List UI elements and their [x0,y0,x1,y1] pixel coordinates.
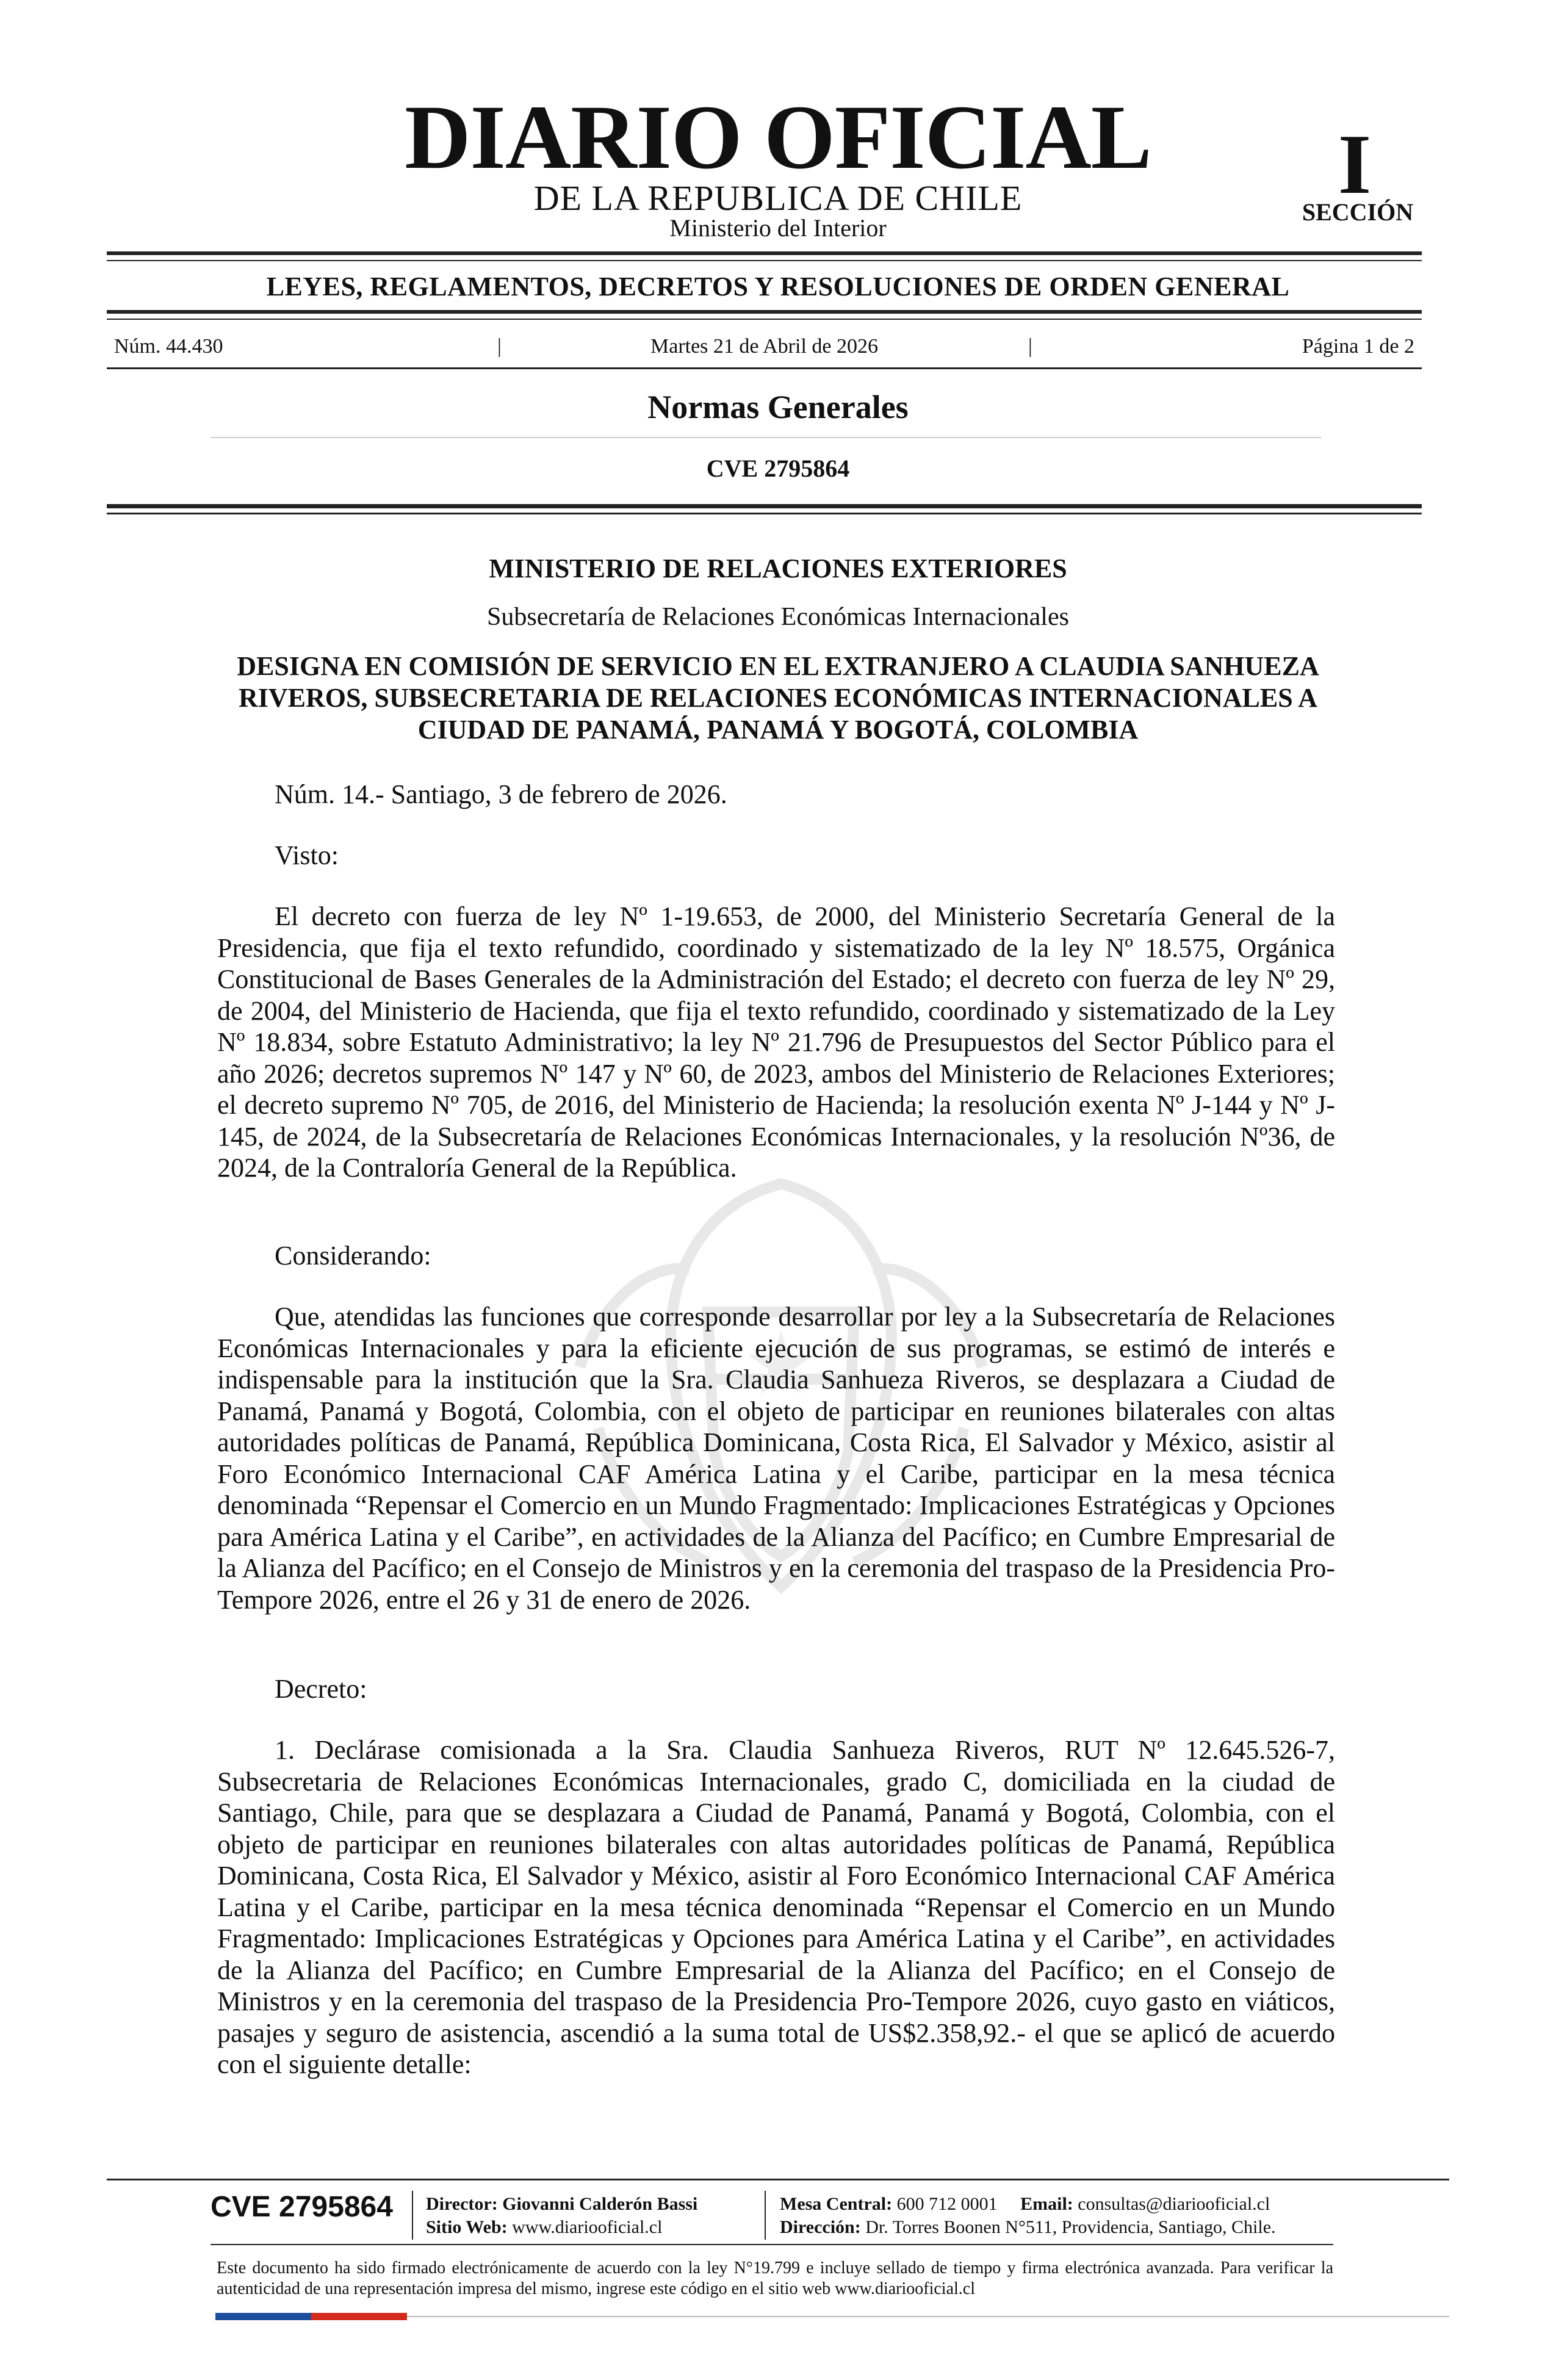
divider [107,504,1422,508]
footer-director [426,2195,697,2213]
address-value: Dr. Torres Boonen N°511, Providencia, Santiago, Chile. [865,2217,1276,2237]
footer-divider [407,2316,1449,2317]
issue-separator: | [497,335,502,358]
flag-stripe [215,2313,407,2320]
flag-red-bar [311,2313,407,2320]
email-label: Email: [1020,2194,1073,2214]
divider [107,251,1422,255]
considerando-paragraph: Que, atendidas las funciones que corresponde desarrollar por ley a la Subsecretaría de Relaciones Económicas Internacionales y para la eficiente ejecución de sus programas, se estimó de interés e indispensable para la institución que la Sra. Claudia Sanhueza Riveros, se desplazara a Ciudad de Panamá, Panamá y Bogotá, Colombia, con el objeto de participar en reuniones bilaterales con altas autoridades políticas de Panamá, República Dominicana, Costa Rica, El Salvador y México, asistir al Foro Económico Internacional CAF América Latina y el Caribe, participar en la mesa técnica denominada “Repensar el Comercio en un Mundo Fragmentado: Implicaciones Estratégicas y Opciones para América Latina y el Caribe”, en actividades de la Alianza del Pacífico; en Cumbre Empresarial de la Alianza del Pacífico; en el Consejo de Ministros y en la ceremonia del traspaso de la Presidencia Pro-Tempore 2026, entre el 26 y 31 de enero de 2026. [217,1302,1335,1615]
decree-number-line: Núm. 14.- Santiago, 3 de febrero de 2026. [275,779,727,809]
decree-title: DESIGNA EN COMISIÓN DE SERVICIO EN EL EXTRANJERO A CLAUDIA SANHUEZA RIVEROS, SUBSECRETARIA DE RELACIONES ECONÓMICAS INTERNACIONALES A CIUDAD DE PANAMÁ, PANAMÁ Y BOGOTÁ, COLOMBIA [237,651,1319,745]
footer-separator [765,2191,766,2240]
footer-website [426,2218,662,2237]
footer-divider [107,2179,1449,2180]
cve-code: CVE 2795864 [706,455,850,482]
issue-info-row [107,334,1422,359]
issue-separator: | [1028,335,1032,358]
phone-label: Mesa Central: [780,2194,893,2214]
page-number: Página 1 de 2 [1302,335,1414,358]
director-label: Director: [426,2194,498,2214]
visto-label: Visto: [275,840,339,870]
section-banner: LEYES, REGLAMENTOS, DECRETOS Y RESOLUCIONES DE ORDEN GENERAL [266,272,1290,301]
divider [107,260,1422,261]
section-number: I [1338,117,1372,212]
divider [107,513,1422,514]
issue-date: Martes 21 de Abril de 2026 [650,335,878,358]
footer-separator [412,2191,413,2240]
section-label: SECCIÓN [1302,198,1414,226]
website-link[interactable]: www.diariooficial.cl [512,2217,663,2237]
email-link[interactable]: consultas@diariooficial.cl [1078,2194,1270,2214]
decreto-paragraph: 1. Declárase comisionada a la Sra. Claudia Sanhueza Riveros, RUT Nº 12.645.526-7, Subsecretaria de Relaciones Económicas Internacionales, grado C, domiciliada en la ciudad de Santiago, Chile, para que se desplazara a Ciudad de Panamá, Panamá y Bogotá, Colombia, con el objeto de participar en reuniones bilaterales con altas autoridades políticas de Panamá, República Dominicana, Costa Rica, El Salvador y México, asistir al Foro Económico Internacional CAF América Latina y el Caribe, participar en la mesa técnica denominada “Repensar el Comercio en un Mundo Fragmentado: Implicaciones Estratégicas y Opciones para América Latina y el Caribe”, en actividades de la Alianza del Pacífico; en Cumbre Empresarial de la Alianza del Pacífico; en el Consejo de Ministros y en la ceremonia del traspaso de la Presidencia Pro-Tempore 2026, cuyo gasto en viáticos, pasajes y seguro de asistencia, ascendió a la suma total de US$2.358,92.- el que se aplicó de acuerdo con el siguiente detalle: [217,1735,1335,2079]
phone-value: 600 712 0001 [896,2194,998,2214]
footer-divider [211,2244,1333,2245]
divider [107,310,1422,314]
masthead-title: DIARIO OFICIAL [405,87,1151,188]
footer-legal-note: Este documento ha sido firmado electrónicamente de acuerdo con la ley N°19.799 e incluye sellado de tiempo y firma electrónica avanzada. Para verificar la autenticidad de una representación impresa del mismo, ingrese este código en el sitio web www.diariooficial.cl [217,2259,1333,2298]
flag-blue-bar [215,2313,311,2320]
address-label: Dirección: [780,2217,861,2237]
divider [107,367,1422,369]
director-name: Giovanni Calderón Bassi [502,2194,698,2214]
subsecretaria-heading: Subsecretaría de Relaciones Económicas Internacionales [487,603,1069,631]
considerando-label: Considerando: [275,1241,431,1271]
footer-cve-code: CVE 2795864 [211,2191,393,2223]
website-label: Sitio Web: [426,2217,508,2237]
issue-number: Núm. 44.430 [114,335,223,358]
divider [107,319,1422,320]
masthead-ministry: Ministerio del Interior [669,214,887,242]
divider [211,437,1321,438]
ministry-heading: MINISTERIO DE RELACIONES EXTERIORES [489,554,1067,583]
footer-contact [780,2195,1270,2213]
masthead-subtitle: DE LA REPUBLICA DE CHILE [533,178,1023,218]
decreto-label: Decreto: [275,1674,367,1704]
footer-address [780,2218,1276,2237]
visto-paragraph: El decreto con fuerza de ley Nº 1-19.653, de 2000, del Ministerio Secretaría General de la Presidencia, que fija el texto refundido, coordinado y sistematizado de la ley Nº 18.575, Orgánica Constitucional de Bases Generales de la Administración del Estado; el decreto con fuerza de ley Nº 29, de 2004, del Ministerio de Hacienda, que fija el texto refundido, coordinado y sistematizado de la Ley Nº 18.834, sobre Estatuto Administrativo; la ley Nº 21.796 de Presupuestos del Sector Público para el año 2026; decretos supremos Nº 147 y Nº 60, de 2023, ambos del Ministerio de Relaciones Exteriores; el decreto supremo Nº 705, de 2016, del Ministerio de Hacienda; la resolución exenta Nº J-144 y Nº J-145, de 2024, de la Subsecretaría de Relaciones Económicas Internacionales, y la resolución Nº36, de 2024, de la Contraloría General de la República. [217,901,1335,1183]
section-title: Normas Generales [647,389,909,425]
